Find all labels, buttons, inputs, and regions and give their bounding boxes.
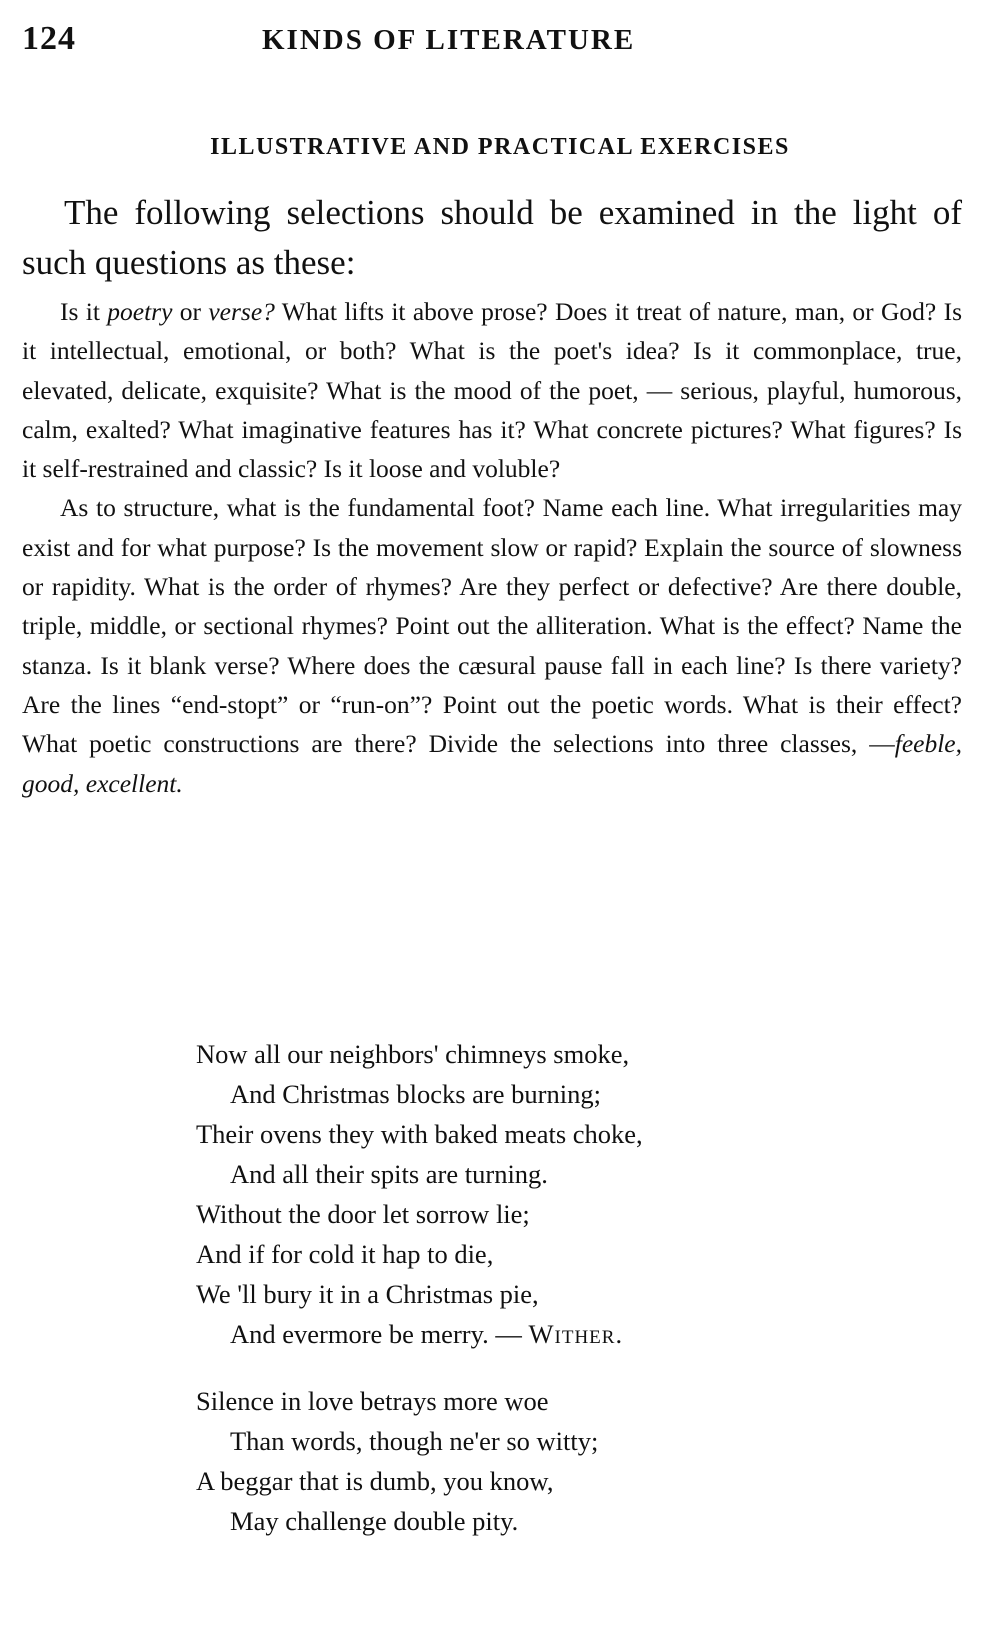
poem-line-last bbox=[196, 1314, 896, 1354]
running-head bbox=[22, 20, 962, 68]
questions-block bbox=[22, 292, 962, 803]
poem-line: Than words, though ne'er so witty; bbox=[230, 1426, 599, 1456]
poem-line: And if for cold it hap to die, bbox=[196, 1239, 494, 1269]
class-feeble: feeble, bbox=[894, 729, 962, 759]
questions-paragraph-content bbox=[22, 292, 962, 488]
poem-wither bbox=[196, 1034, 896, 1354]
poem-author: Wither. bbox=[528, 1319, 624, 1349]
poem-line: Silence in love betrays more woe bbox=[196, 1386, 549, 1416]
questions-or: or bbox=[172, 297, 209, 326]
page-number: 124 bbox=[22, 20, 76, 57]
questions-structure-text: As to structure, what is the fundamental foot? Name each line. What irregularities may exist and for what purpose? Is the movement slow or rapid? Explain the source of slowness or rapidity. What is the order of rhymes? Are they perfect or defective? Are there double, triple, middle, or sectional rhymes? Point out the alliteration. What is the effect? Name the stanza. Is it blank verse? Where does the cæsural pause fall in each line? Is there variety? Are the lines “end-stopt” or “run-on”? Point out the poetic words. What is their effect? What poetic constructions are there? Divide the selections into three classes, — bbox=[22, 493, 962, 759]
poem-line: We 'll bury it in a Christmas pie, bbox=[196, 1279, 539, 1309]
term-poetry: poetry bbox=[107, 297, 173, 326]
questions-paragraph-structure bbox=[22, 488, 962, 802]
questions-content-text: What lifts it above prose? Does it treat of nature, man, or God? Is it intellectual, emotional, or both? What is the poet's idea? Is it commonplace, true, elevated, delicate, exquisite? What is the mood of the poet, — serious, playful, humorous, calm, exalted? What imaginative features has it? What concrete pictures? What figures? Is it self-restrained and classic? Is it loose and voluble? bbox=[22, 297, 962, 484]
class-good: good, bbox=[22, 768, 80, 798]
intro-paragraph: The following selections should be examined in the light of such questions as these: bbox=[22, 193, 962, 282]
section-heading: ILLUSTRATIVE AND PRACTICAL EXERCISES bbox=[210, 134, 790, 160]
poem-line: A beggar that is dumb, you know, bbox=[196, 1466, 554, 1496]
poem-line: May challenge double pity. bbox=[230, 1506, 519, 1536]
poem-line-text: And evermore be merry. — bbox=[230, 1319, 522, 1349]
poem-line: And all their spits are turning. bbox=[230, 1159, 548, 1189]
term-verse: verse? bbox=[208, 297, 275, 326]
poem-line: Now all our neighbors' chimneys smoke, bbox=[196, 1039, 630, 1069]
poem-silence bbox=[196, 1381, 896, 1541]
class-excellent: excellent. bbox=[85, 768, 183, 798]
questions-lead: Is it bbox=[60, 297, 108, 326]
poem-line: Their ovens they with baked meats choke, bbox=[196, 1119, 643, 1149]
running-title: KINDS OF LITERATURE bbox=[262, 24, 636, 56]
poem-line: Without the door let sorrow lie; bbox=[196, 1199, 530, 1229]
poem-line: And Christmas blocks are burning; bbox=[230, 1079, 601, 1109]
